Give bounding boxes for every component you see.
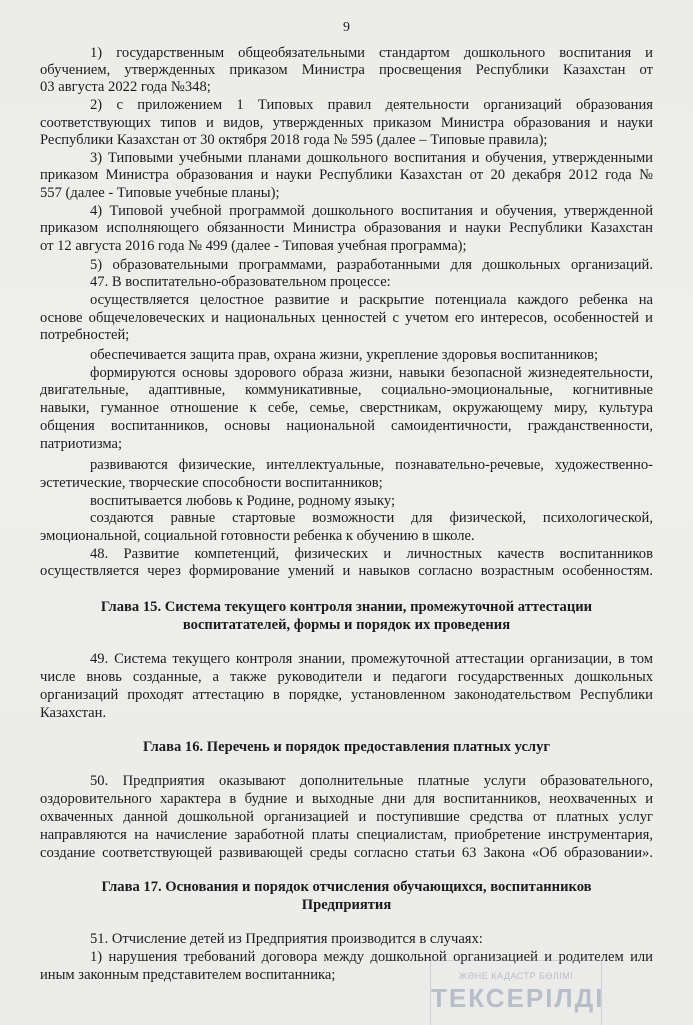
- text-line: потребностей;: [40, 327, 130, 343]
- verification-stamp: [430, 960, 605, 1025]
- text-line: 1) государственным общеобязательными стандартом дошкольного воспитания и: [90, 45, 653, 61]
- text-line: обучением, утвержденных приказом Министра просвещения Республики Казахстан от: [40, 62, 653, 78]
- text-line: основе общечеловеческих и национальных ценностей с учетом его интересов, особенностей и: [40, 310, 653, 326]
- text-line: 47. В воспитательно-образовательном процессе:: [90, 274, 391, 290]
- text-line: приказом Министра образования и науки Республики Казахстан от 20 декабря 2012 года №: [40, 167, 653, 183]
- text-line: организаций проходят аттестацию в порядке, установленном законодательством Республики: [40, 687, 653, 703]
- text-line: 49. Система текущего контроля знании, промежуточной аттестации организации, в том: [90, 651, 653, 667]
- text-line: 50. Предприятия оказывают дополнительные платные услуги образовательного,: [90, 773, 653, 789]
- text-line: патриотизма;: [40, 436, 123, 452]
- text-line: 48. Развитие компетенций, физических и личностных качеств воспитанников: [90, 546, 653, 562]
- stamp-text: ЖӘНЕ КАДАСТР БӨЛІМІ: [458, 971, 574, 981]
- text-line: 557 (далее - Типовые учебные планы);: [40, 185, 280, 201]
- stamp-text: ТЕКСЕРІЛДІ: [431, 983, 605, 1013]
- text-line: направляются на начисление заработной платы специалистам, приобретение инструментария,: [40, 827, 653, 843]
- text-line: 5) образовательными программами, разработанными для дошкольных организаций.: [90, 257, 653, 273]
- page-number: 9: [343, 20, 350, 35]
- chapter-15-title: воспитатателей, формы и порядок их проведения: [182, 617, 511, 633]
- text-line: навыки, гуманное отношение к себе, семье, сверстникам, окружающему миру, культура: [40, 400, 653, 416]
- chapter-15-title: Глава 15. Система текущего контроля знании, промежуточной аттестации: [100, 599, 593, 615]
- text-line: развиваются физические, интеллектуальные, познавательно-речевые, художественно-: [90, 457, 653, 473]
- text-line: осуществляется целостное развитие и раскрытие потенциала каждого ребенка на: [90, 292, 653, 308]
- text-line: Казахстан.: [40, 705, 107, 721]
- text-line: обеспечивается защита прав, охрана жизни, укрепление здоровья воспитанников;: [90, 347, 599, 363]
- text-line: эмоциональной, социальной готовности ребенка к обучению в школе.: [40, 528, 475, 544]
- text-line: осуществляется через формирование умений и навыков согласно возрастным особенностям.: [40, 563, 653, 579]
- text-line: охваченных данной дошкольной организацией и поступившие средства от платных услуг: [40, 809, 653, 825]
- text-line: соответствующих типов и видов, утвержденных приказом Министра образования и науки: [40, 115, 653, 131]
- text-line: Республики Казахстан от 30 октября 2018 года № 595 (далее – Типовые правила);: [40, 132, 548, 148]
- text-line: воспитывается любовь к Родине, родному языку;: [90, 493, 396, 509]
- chapter-16-title: Глава 16. Перечень и порядок предоставления платных услуг: [142, 739, 551, 755]
- text-line: создаются равные стартовые возможности для физической, психологической,: [90, 510, 653, 526]
- text-line: иным законным представителем воспитанника;: [40, 967, 336, 983]
- text-line: двигательные, адаптивные, коммуникативные, социально-эмоциональные, когнитивные: [40, 382, 653, 398]
- text-line: от 12 августа 2016 года № 499 (далее - Типовая учебная программа);: [40, 238, 467, 254]
- text-line: 03 августа 2022 года №348;: [40, 79, 211, 95]
- text-line: 1) нарушения требований договора между дошкольной организацией и родителем или: [90, 949, 653, 965]
- text-line: приказом исполняющего обязанности Министра образования и науки Республики Казахстан: [40, 220, 653, 236]
- text-line: 4) Типовой учебной программой дошкольного воспитания и обучения, утвержденной: [90, 203, 653, 219]
- text-line: оздоровительного характера в будние и выходные дни для воспитанников, неохваченных и: [40, 791, 653, 807]
- text-line: общения воспитанников, основы национальной самоидентичности, гражданственности,: [40, 418, 653, 434]
- chapter-17-title: Предприятия: [301, 897, 392, 913]
- text-line: 2) с приложением 1 Типовых правил деятельности организаций образования: [90, 97, 653, 113]
- text-line: числе вновь созданные, а также руководители и педагоги государственных дошкольных: [40, 669, 653, 685]
- text-line: 51. Отчисление детей из Предприятия производится в случаях:: [90, 931, 483, 947]
- text-line: эстетические, творческие способности воспитанников;: [40, 475, 383, 491]
- text-line: создание соответствующей развивающей среды согласно статьи 63 Закона «Об образовании».: [40, 845, 653, 861]
- text-line: формируются основы здорового образа жизни, навыки безопасной жизнедеятельности,: [90, 365, 653, 381]
- text-line: 3) Типовыми учебными планами дошкольного воспитания и обучения, утвержденными: [90, 150, 653, 166]
- chapter-17-title: Глава 17. Основания и порядок отчисления обучающихся, воспитанников: [101, 879, 592, 895]
